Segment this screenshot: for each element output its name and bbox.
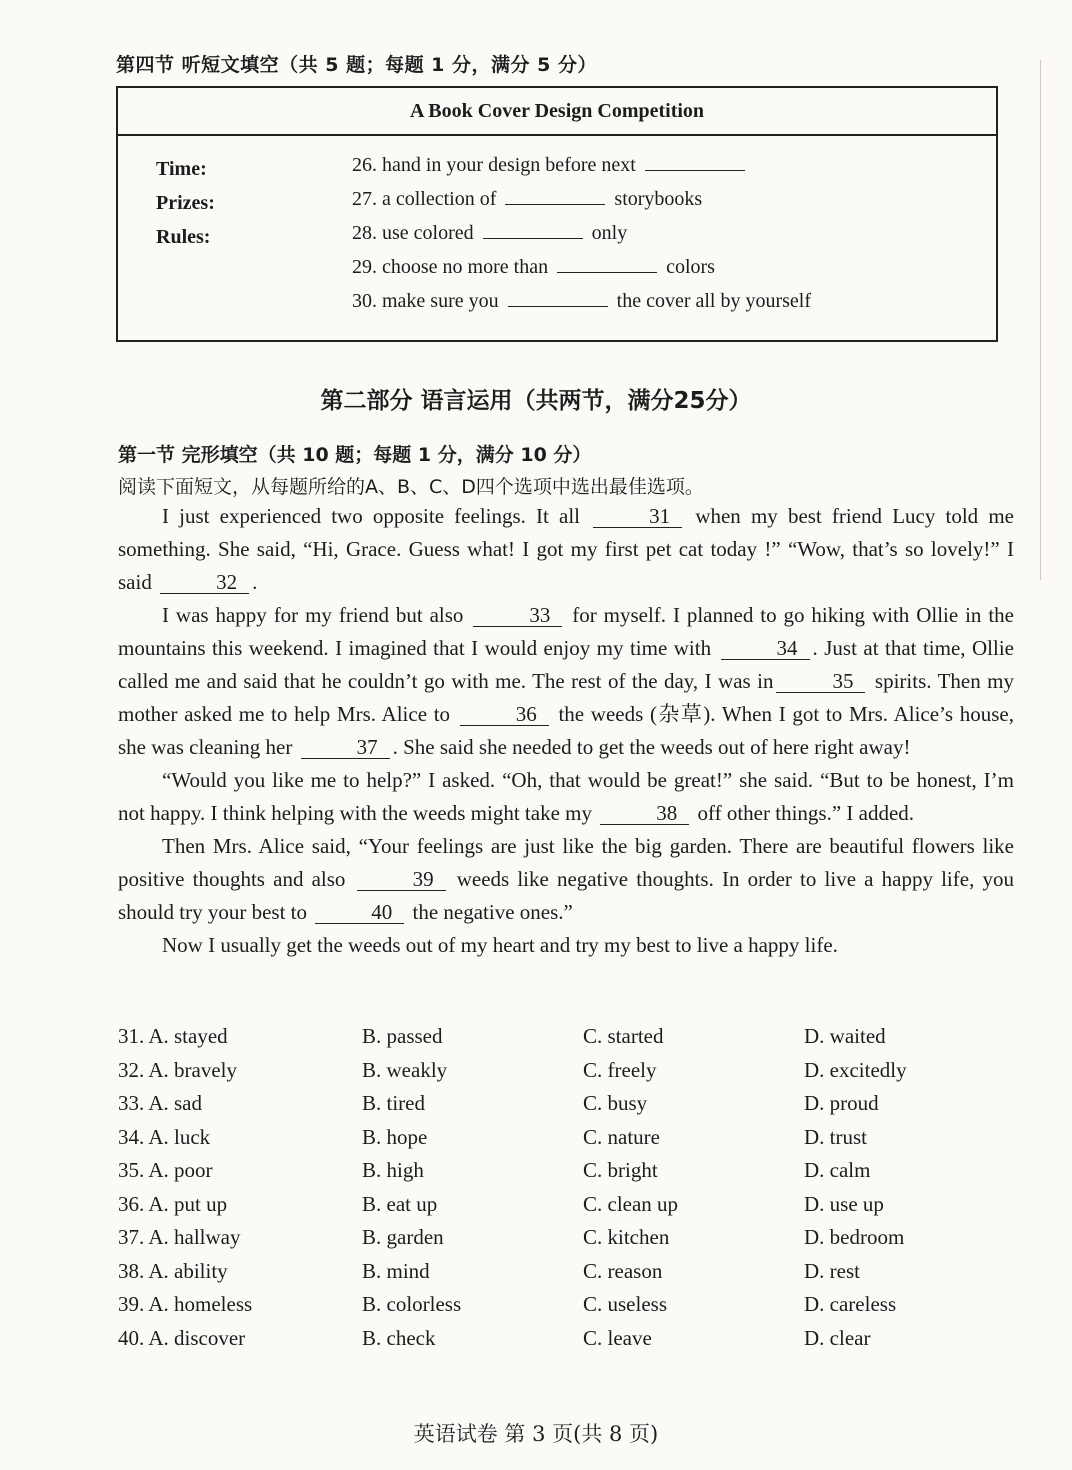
option-row-33: [118, 1091, 1018, 1125]
option-c[interactable]: C. clean up: [583, 1191, 679, 1216]
paragraph-3: “Would you like me to help?” I asked. “Oh, that would be great!” she said. “But to be honest, I’m not happy. I think helping with the weeds might take my 38 off other things.” I added.: [118, 768, 1014, 825]
option-a[interactable]: 31. A. stayed: [118, 1024, 228, 1048]
section1-title: 第一节 完形填空（共 10 题；每题 1 分，满分 10 分）: [118, 444, 592, 466]
item-27: 27. a collection of storybooks: [352, 188, 703, 210]
option-d[interactable]: D. use up: [804, 1191, 884, 1216]
blank-40[interactable]: 40: [315, 901, 404, 924]
option-c[interactable]: C. nature: [583, 1124, 660, 1149]
option-d[interactable]: D. careless: [804, 1292, 897, 1316]
option-row-35: [118, 1158, 1018, 1192]
option-d[interactable]: D. rest: [804, 1258, 860, 1283]
option-b[interactable]: B. passed: [362, 1024, 443, 1048]
option-a[interactable]: 33. A. sad: [118, 1091, 202, 1115]
options-list: [118, 1024, 1018, 1359]
box-items: [352, 152, 811, 322]
option-a[interactable]: 37. A. hallway: [118, 1225, 241, 1249]
box-title: A Book Cover Design Competition: [118, 88, 996, 136]
answer-blank[interactable]: [557, 254, 657, 273]
blank-35[interactable]: 35: [776, 670, 865, 693]
blank-33[interactable]: 33: [473, 604, 562, 627]
box-labels: [156, 158, 215, 260]
answer-blank[interactable]: [505, 186, 605, 205]
option-a[interactable]: 36. A. put up: [118, 1191, 228, 1216]
option-b[interactable]: B. check: [362, 1325, 436, 1350]
option-row-39: [118, 1292, 1018, 1326]
answer-blank[interactable]: [483, 220, 583, 239]
option-d[interactable]: D. bedroom: [804, 1225, 905, 1249]
item-29: 29. choose no more than colors: [352, 256, 715, 278]
option-b[interactable]: B. colorless: [362, 1292, 462, 1316]
cloze-passage: [118, 500, 1014, 962]
blank-38[interactable]: 38: [600, 802, 689, 825]
option-row-34: [118, 1125, 1018, 1159]
answer-blank[interactable]: [645, 152, 745, 171]
paragraph-1: I just experienced two opposite feelings. It all 31 when my best friend Lucy told me something. She said, “Hi, Grace. Guess what! I got my first pet cat today !” “Wow, that’s so lovely!” I said 32 .: [118, 504, 1014, 594]
option-a[interactable]: 39. A. homeless: [118, 1292, 253, 1316]
option-a[interactable]: 32. A. bravely: [118, 1057, 237, 1082]
paragraph-2: I was happy for my friend but also 33 for myself. I planned to go hiking with Ollie in the mountains this weekend. I imagined that I would enjoy my time with 34 . Just at that time, Ollie called me and said that he couldn’t go with me. The rest of the day, I was in 35 spirits. Then my mother asked me to help Mrs. Alice to 36 the weeds (杂草). When I got to Mrs. Alice’s house, she was cleaning her 37 . She said she needed to get the weeds out of here right away!: [118, 603, 1014, 759]
option-c[interactable]: C. bright: [583, 1158, 658, 1182]
blank-31[interactable]: 31: [593, 505, 682, 528]
option-b[interactable]: B. eat up: [362, 1191, 438, 1216]
blank-34[interactable]: 34: [721, 637, 810, 660]
section1-instruction: 阅读下面短文，从每题所给的A、B、C、D四个选项中选出最佳选项。: [118, 476, 704, 498]
option-row-37: [118, 1225, 1018, 1259]
option-a[interactable]: 40. A. discover: [118, 1325, 246, 1350]
blank-36[interactable]: 36: [460, 703, 549, 726]
option-b[interactable]: B. mind: [362, 1258, 430, 1283]
option-c[interactable]: C. reason: [583, 1258, 663, 1283]
label-prizes: Prizes:: [156, 192, 215, 214]
option-b[interactable]: B. tired: [362, 1091, 425, 1115]
option-b[interactable]: B. high: [362, 1158, 424, 1182]
option-row-31: [118, 1024, 1018, 1058]
item-30: 30. make sure you the cover all by yourself: [352, 290, 812, 312]
blank-39[interactable]: 39: [357, 868, 446, 891]
label-rules: Rules:: [156, 226, 211, 248]
option-row-40: [118, 1326, 1018, 1360]
item-26: 26. hand in your design before next: [352, 152, 811, 186]
option-c[interactable]: C. kitchen: [583, 1225, 670, 1249]
option-d[interactable]: D. calm: [804, 1158, 871, 1182]
section4-title: 第四节 听短文填空（共 5 题；每题 1 分，满分 5 分）: [116, 54, 597, 76]
option-a[interactable]: 34. A. luck: [118, 1124, 211, 1149]
option-d[interactable]: D. proud: [804, 1091, 879, 1115]
option-a[interactable]: 38. A. ability: [118, 1258, 228, 1283]
blank-32[interactable]: 32: [160, 571, 249, 594]
blank-37[interactable]: 37: [301, 736, 390, 759]
option-b[interactable]: B. hope: [362, 1124, 428, 1149]
label-time: Time:: [156, 158, 207, 180]
option-d[interactable]: D. trust: [804, 1124, 867, 1149]
option-d[interactable]: D. excitedly: [804, 1057, 907, 1082]
option-c[interactable]: C. started: [583, 1024, 664, 1048]
item-28: 28. use colored only: [352, 222, 628, 244]
paragraph-4: Then Mrs. Alice said, “Your feelings are just like the big garden. There are beautiful flowers like positive thoughts and also 39 weeds like negative thoughts. In order to live a happy life, you should try your best to 40 the negative ones.”: [118, 834, 1014, 924]
option-d[interactable]: D. clear: [804, 1325, 871, 1350]
page-edge-line: [1040, 60, 1041, 580]
option-d[interactable]: D. waited: [804, 1024, 886, 1048]
part2-title: 第二部分 语言运用（共两节，满分25分）: [320, 388, 752, 414]
option-row-32: [118, 1058, 1018, 1092]
option-c[interactable]: C. busy: [583, 1091, 648, 1115]
option-b[interactable]: B. weakly: [362, 1057, 448, 1082]
competition-box: [116, 86, 998, 342]
option-row-38: [118, 1259, 1018, 1293]
option-b[interactable]: B. garden: [362, 1225, 444, 1249]
option-row-36: [118, 1192, 1018, 1226]
paragraph-5: Now I usually get the weeds out of my heart and try my best to live a happy life.: [162, 933, 838, 957]
option-a[interactable]: 35. A. poor: [118, 1158, 213, 1182]
option-c[interactable]: C. useless: [583, 1292, 667, 1316]
answer-blank[interactable]: [508, 288, 608, 307]
option-c[interactable]: C. freely: [583, 1057, 657, 1082]
option-c[interactable]: C. leave: [583, 1325, 652, 1350]
page-footer: 英语试卷 第 3 页(共 8 页): [413, 1422, 659, 1446]
